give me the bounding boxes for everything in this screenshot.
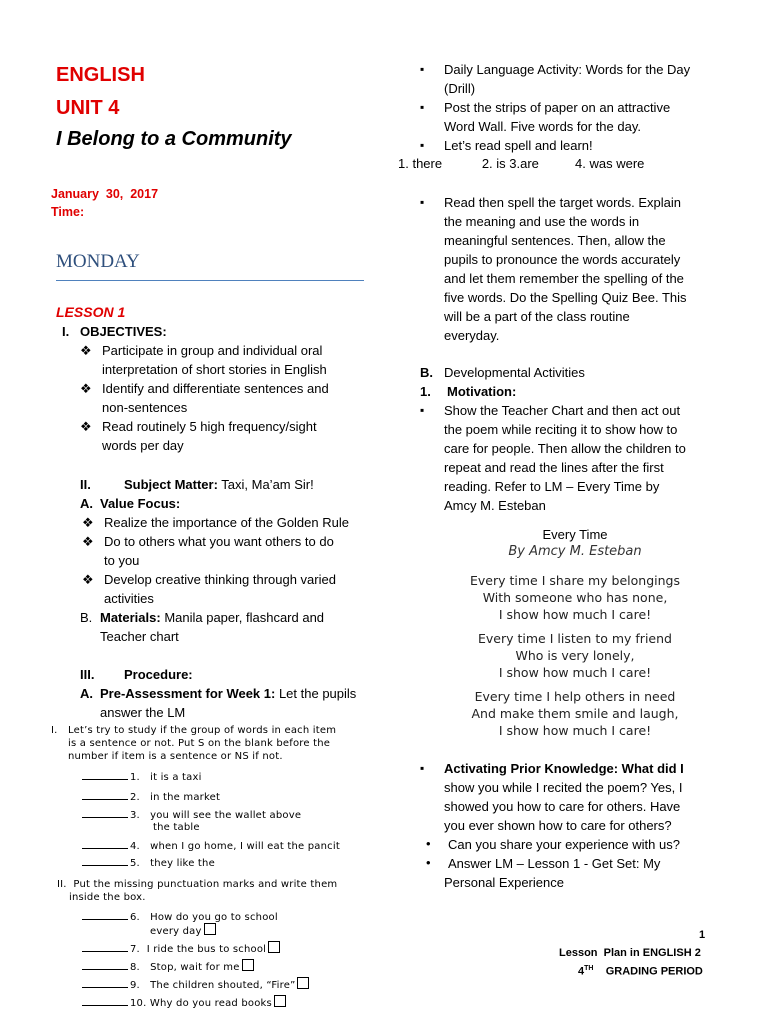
objectives-title: OBJECTIVES: <box>80 324 167 339</box>
bullet-line: (Drill) <box>444 81 476 96</box>
dev-number: B. <box>420 365 433 380</box>
answer-box[interactable] <box>297 977 309 989</box>
bullet-line: ▪ Post the strips of paper on an attractive <box>444 98 744 117</box>
bullet-line: ▪ Let’s read spell and learn! <box>444 136 744 155</box>
objective-text: words per day <box>102 438 184 453</box>
poem-stanza: Every time I listen to my friend Who is very lonely, I show how much I care! <box>478 631 672 680</box>
pre-assessment-number: A. <box>80 686 93 701</box>
answer-blank[interactable] <box>82 910 128 920</box>
objective-text: non-sentences <box>102 400 188 415</box>
poem-stanza: Every time I help others in need And make them smile and laugh, I show how much I care! <box>471 689 679 738</box>
instruction-line: number if item is a sentence or NS if not. <box>68 751 283 762</box>
value-text: Realize the importance of the Golden Rule <box>104 515 349 530</box>
worksheet-item-continued: the table <box>153 822 200 833</box>
worksheet-item-continued: every day <box>150 923 216 938</box>
page-title: I Belong to a Community <box>56 128 292 150</box>
worksheet-item: 8. Stop, wait for me <box>82 959 254 974</box>
poem-author: By Amcy M. Esteban <box>508 544 642 559</box>
worksheet-part1-instructions <box>68 724 368 763</box>
procedure-title: Procedure: <box>124 667 193 682</box>
materials-number: B. <box>80 610 93 625</box>
footer-title: Lesson Plan in ENGLISH 2 <box>559 947 701 959</box>
materials-value: Manila paper, flashcard and <box>160 610 325 625</box>
diamond-bullet-icon: ❖ <box>82 572 94 587</box>
answer-blank[interactable] <box>82 790 128 800</box>
procedure-number: III. <box>80 667 95 682</box>
activating-paragraph: ▪ Activating Prior Knowledge: What did I show you while I recited the poem? Yes, I showed you how to care for others. Have you ever shown how to care for others? <box>444 759 744 835</box>
instruction-line: Let’s try to study if the group of words in each item <box>68 725 337 736</box>
instruction-line: inside the box. <box>69 892 146 903</box>
read-spell-paragraph: ▪ Read then spell the target words. Explain the meaning and use the words in meaningful sentences. Then, allow the pupils to pronounce the words accurately and let them remember the spelling of the five words. Do the Spelling Quiz Bee. This will be a part of the class routine everyday. <box>444 193 744 345</box>
answer-blank[interactable] <box>82 960 128 970</box>
materials-value-2: Teacher chart <box>100 629 179 644</box>
subject-label: Subject Matter: <box>124 477 218 492</box>
value-text: Do to others what you want others to do <box>104 534 334 549</box>
value-text: Develop creative thinking through varied <box>104 572 336 587</box>
answer-blank[interactable] <box>82 839 128 849</box>
diamond-bullet-icon: ❖ <box>80 381 92 396</box>
objectives-number: I. <box>62 324 70 339</box>
answer-blank[interactable] <box>82 808 128 818</box>
worksheet-item: 4. when I go home, I will eat the pancit <box>82 839 340 853</box>
bullet-icon: • <box>426 855 431 870</box>
values-list <box>82 513 374 608</box>
diamond-bullet-icon: ❖ <box>80 343 92 358</box>
bullet-line: ▪ Daily Language Activity: Words for the Day <box>444 60 744 79</box>
answer-box[interactable] <box>242 959 254 971</box>
answer-blank[interactable] <box>82 856 128 866</box>
page-number: 1 <box>699 929 706 941</box>
materials <box>100 608 324 627</box>
answer-box[interactable] <box>268 941 280 953</box>
answer-box[interactable] <box>204 923 216 935</box>
poem-stanza: Every time I share my belongings With someone who has none, I show how much I care! <box>470 573 680 622</box>
poem-title: Every Time <box>542 527 608 542</box>
answer-blank[interactable] <box>82 978 128 988</box>
pre-assessment <box>100 684 356 703</box>
value-focus-title: Value Focus: <box>100 496 181 511</box>
worksheet-item: 7. I ride the bus to school <box>82 941 280 956</box>
lesson-date: January 30, 2017 <box>51 187 159 201</box>
day-divider <box>56 280 364 281</box>
pre-assessment-value-2: answer the LM <box>100 705 186 720</box>
drill-bullets <box>444 60 744 155</box>
objective-text: Participate in group and individual oral <box>102 343 323 358</box>
dev-activities-title: Developmental Activities <box>444 365 585 380</box>
worksheet-item: 10. Why do you read books <box>82 995 286 1010</box>
worksheet-item: 5. they like the <box>82 856 215 870</box>
value-number: A. <box>80 496 93 511</box>
diamond-bullet-icon: ❖ <box>80 419 92 434</box>
motivation-number: 1. <box>420 384 431 399</box>
diamond-bullet-icon: ❖ <box>82 534 94 549</box>
bullet-icon: • <box>426 836 431 851</box>
worksheet-part1-number: I. <box>51 725 58 736</box>
answer-blank[interactable] <box>82 996 128 1006</box>
lesson-heading: LESSON 1 <box>56 304 126 320</box>
objectives-list <box>80 341 372 455</box>
objective-text: Read routinely 5 high frequency/sight <box>102 419 317 434</box>
poem <box>420 526 730 739</box>
unit-heading: UNIT 4 <box>56 97 120 119</box>
pre-assessment-label: Pre-Assessment for Week 1: <box>100 686 276 701</box>
objective-text: interpretation of short stories in English <box>102 362 327 377</box>
footer-grading: 4TH GRADING PERIOD <box>578 965 703 978</box>
worksheet-item: 9. The children shouted, “Fire” <box>82 977 309 992</box>
pre-assessment-value: Let the pupils <box>275 686 357 701</box>
answer-paragraph: • Answer LM – Lesson 1 - Get Set: My Personal Experience <box>426 855 661 890</box>
time-label: Time: <box>51 205 85 219</box>
diamond-bullet-icon: ❖ <box>82 515 94 530</box>
answer-blank[interactable] <box>82 770 128 780</box>
instruction-line: II. Put the missing punctuation marks and write them <box>57 879 338 890</box>
subject-number: II. <box>80 477 91 492</box>
share-line: • Can you share your experience with us? <box>426 836 680 852</box>
instruction-line: is a sentence or not. Put S on the blank before the <box>68 738 331 749</box>
materials-label: Materials: <box>100 610 161 625</box>
worksheet-item: 3. you will see the wallet above <box>82 808 301 822</box>
objective-text: Identify and differentiate sentences and <box>102 381 329 396</box>
day-heading: MONDAY <box>56 251 140 272</box>
worksheet-item: 2. in the market <box>82 790 220 804</box>
value-text: to you <box>104 553 140 568</box>
worksheet-item: 6. How do you go to school <box>82 910 278 924</box>
subject-matter <box>124 475 314 494</box>
answer-box[interactable] <box>274 995 286 1007</box>
worksheet-part2-instructions <box>57 878 367 904</box>
subject-heading: ENGLISH <box>56 64 145 86</box>
subject-value: Taxi, Ma’am Sir! <box>217 477 314 492</box>
worksheet-item: 1. it is a taxi <box>82 770 202 784</box>
motivation-title: Motivation: <box>447 384 517 399</box>
bullet-line: Word Wall. Five words for the day. <box>444 119 641 134</box>
answer-blank[interactable] <box>82 942 128 952</box>
value-text: activities <box>104 591 154 606</box>
target-words: 1. there 2. is 3.are 4. was were <box>398 156 645 171</box>
motivation-paragraph: ▪ Show the Teacher Chart and then act out the poem while reciting it to show how to care for people. Then allow the children to repeat and read the lines after the first reading. Refer to LM – Every Time by Amcy M. Esteban <box>444 401 744 515</box>
